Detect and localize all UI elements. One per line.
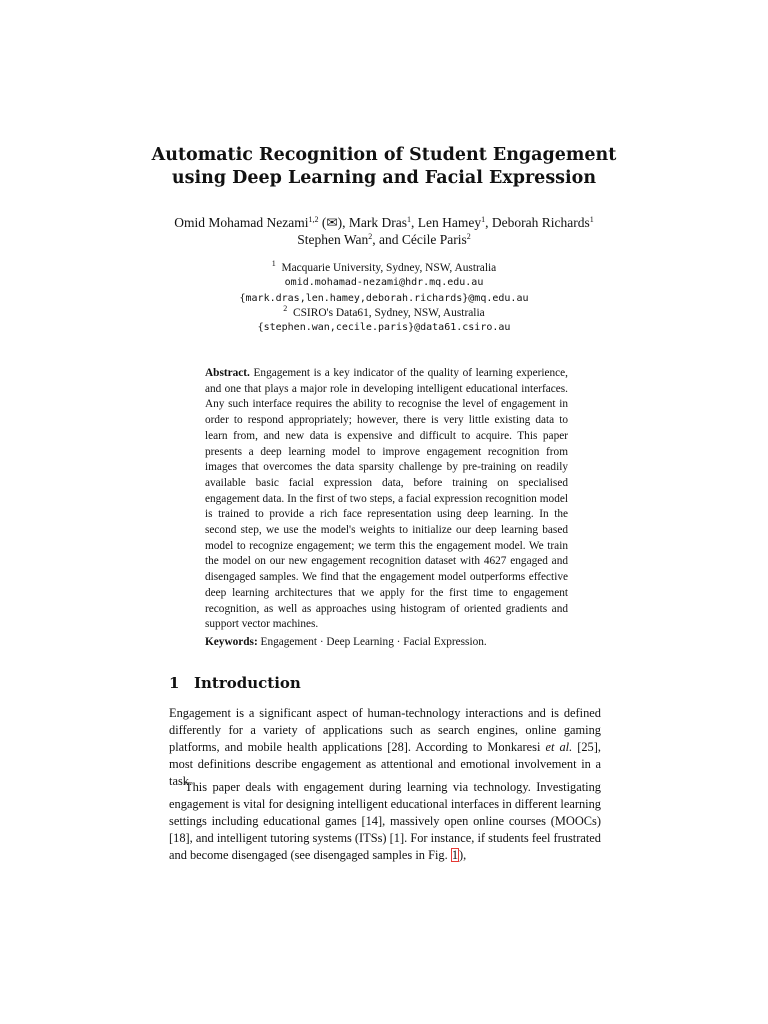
abstract-text: Engagement is a key indicator of the quality of learning experience, and one that plays a major role in developing intelligent educational interfaces. Any such interface requires the ability to recognise the level of engagement in order to respond appropriately; however, there is very little existing data to learn from, and new data is expensive and difficult to acquire. This paper presents a deep learning model to improve engagement recognition from images that overcomes the data sparsity challenge by pre-training on readily available basic facial expression data, before training on specialised engagement data. In the first of two steps, a facial expression recognition model is trained to provide a rich face representation using deep learning. In the second step, we use the model's weights to initialize our deep learning based model to recognize engagement; we term this the engagement model. We train the model on our new engagement recognition dataset with 4627 engaged and disengaged samples. We find that the engagement model outperforms effective deep learning architectures that we apply for the first time to engagement recognition, as well as approaches using histogram of oriented gradients and support vector machines. <box>205 367 569 631</box>
paragraph-text: , massively open online courses (MOOCs) <box>382 814 601 828</box>
author-affiliation-mark: 2 <box>466 232 471 241</box>
paragraph-text: . For instance, if students feel frustrated and become disengaged (see disengaged samples in Fig. <box>169 831 601 862</box>
author-name: , Mark Dras <box>342 215 408 230</box>
body-paragraph <box>169 779 601 864</box>
keywords-label: Keywords: <box>205 636 258 648</box>
affiliation-mark: 1 <box>271 259 276 268</box>
author-affiliation-mark: 1 <box>407 215 412 224</box>
section-title: Introduction <box>194 674 301 692</box>
email-address[interactable]: omid.mohamad-nezami@hdr.mq.edu.au <box>284 277 484 289</box>
author-name: , and Cécile Paris <box>372 232 467 247</box>
email-address[interactable]: {stephen.wan,cecile.paris}@data61.csiro.au <box>257 322 511 334</box>
affiliation-2: CSIRO's Data61, Sydney, NSW, Australia <box>293 306 485 319</box>
section-heading <box>169 673 301 693</box>
author-affiliation-mark: 1 <box>481 215 486 224</box>
affiliations <box>100 261 668 335</box>
author-list <box>100 214 668 248</box>
paper-title <box>100 144 668 190</box>
author-name: , Deborah Richards <box>485 215 590 230</box>
section-number: 1 <box>169 674 180 692</box>
email-address[interactable]: {mark.dras,len.hamey,deborah.richards}@mq.edu.au <box>239 292 529 304</box>
author-name: Stephen Wan <box>297 232 369 247</box>
envelope-icon: (✉) <box>321 215 343 230</box>
paragraph-text: . According to Monkaresi <box>407 740 546 754</box>
affiliation-1: Macquarie University, Sydney, NSW, Australia <box>281 262 497 274</box>
paragraph-text: Engagement is a significant aspect of human-technology interactions and is defined differently for a variety of applications such as search engines, online gaming platforms, and mobile health applications <box>169 706 601 754</box>
title-line-1: Automatic Recognition of Student Engagement <box>151 145 617 165</box>
keywords-text: Engagement · Deep Learning · Facial Expression. <box>260 636 487 648</box>
abstract <box>205 366 568 633</box>
title-line-2: using Deep Learning and Facial Expression <box>171 168 597 188</box>
paragraph-text: , most definitions describe engagement as attentional and emotional involvement in a task. <box>169 740 601 788</box>
paragraph-text: ), <box>459 848 467 862</box>
author-name: , Len Hamey <box>411 215 482 230</box>
keywords <box>205 635 568 651</box>
citation-link[interactable]: [18] <box>169 831 190 845</box>
author-affiliation-mark: 2 <box>368 232 373 241</box>
body-paragraph <box>169 705 601 790</box>
figure-link[interactable]: 1 <box>451 848 459 862</box>
author-affiliation-mark: 1,2 <box>308 215 319 224</box>
abstract-label: Abstract. <box>205 367 250 379</box>
citation-link[interactable]: [14] <box>361 814 383 828</box>
citation-link[interactable]: [25] <box>577 740 598 754</box>
author-name: Omid Mohamad Nezami <box>174 215 309 230</box>
emphasis-text: et al. <box>545 740 573 754</box>
citation-link[interactable]: [28] <box>387 740 408 754</box>
paragraph-text: This paper deals with engagement during learning via technology. Investigating engagement is vital for designing intelligent educational interfaces in different learning settings including educational games <box>169 780 601 828</box>
author-affiliation-mark: 1 <box>589 215 594 224</box>
paragraph-text: , and intelligent tutoring systems (ITSs) <box>189 831 390 845</box>
affiliation-mark: 2 <box>283 303 288 313</box>
citation-link[interactable]: [1] <box>389 831 405 845</box>
